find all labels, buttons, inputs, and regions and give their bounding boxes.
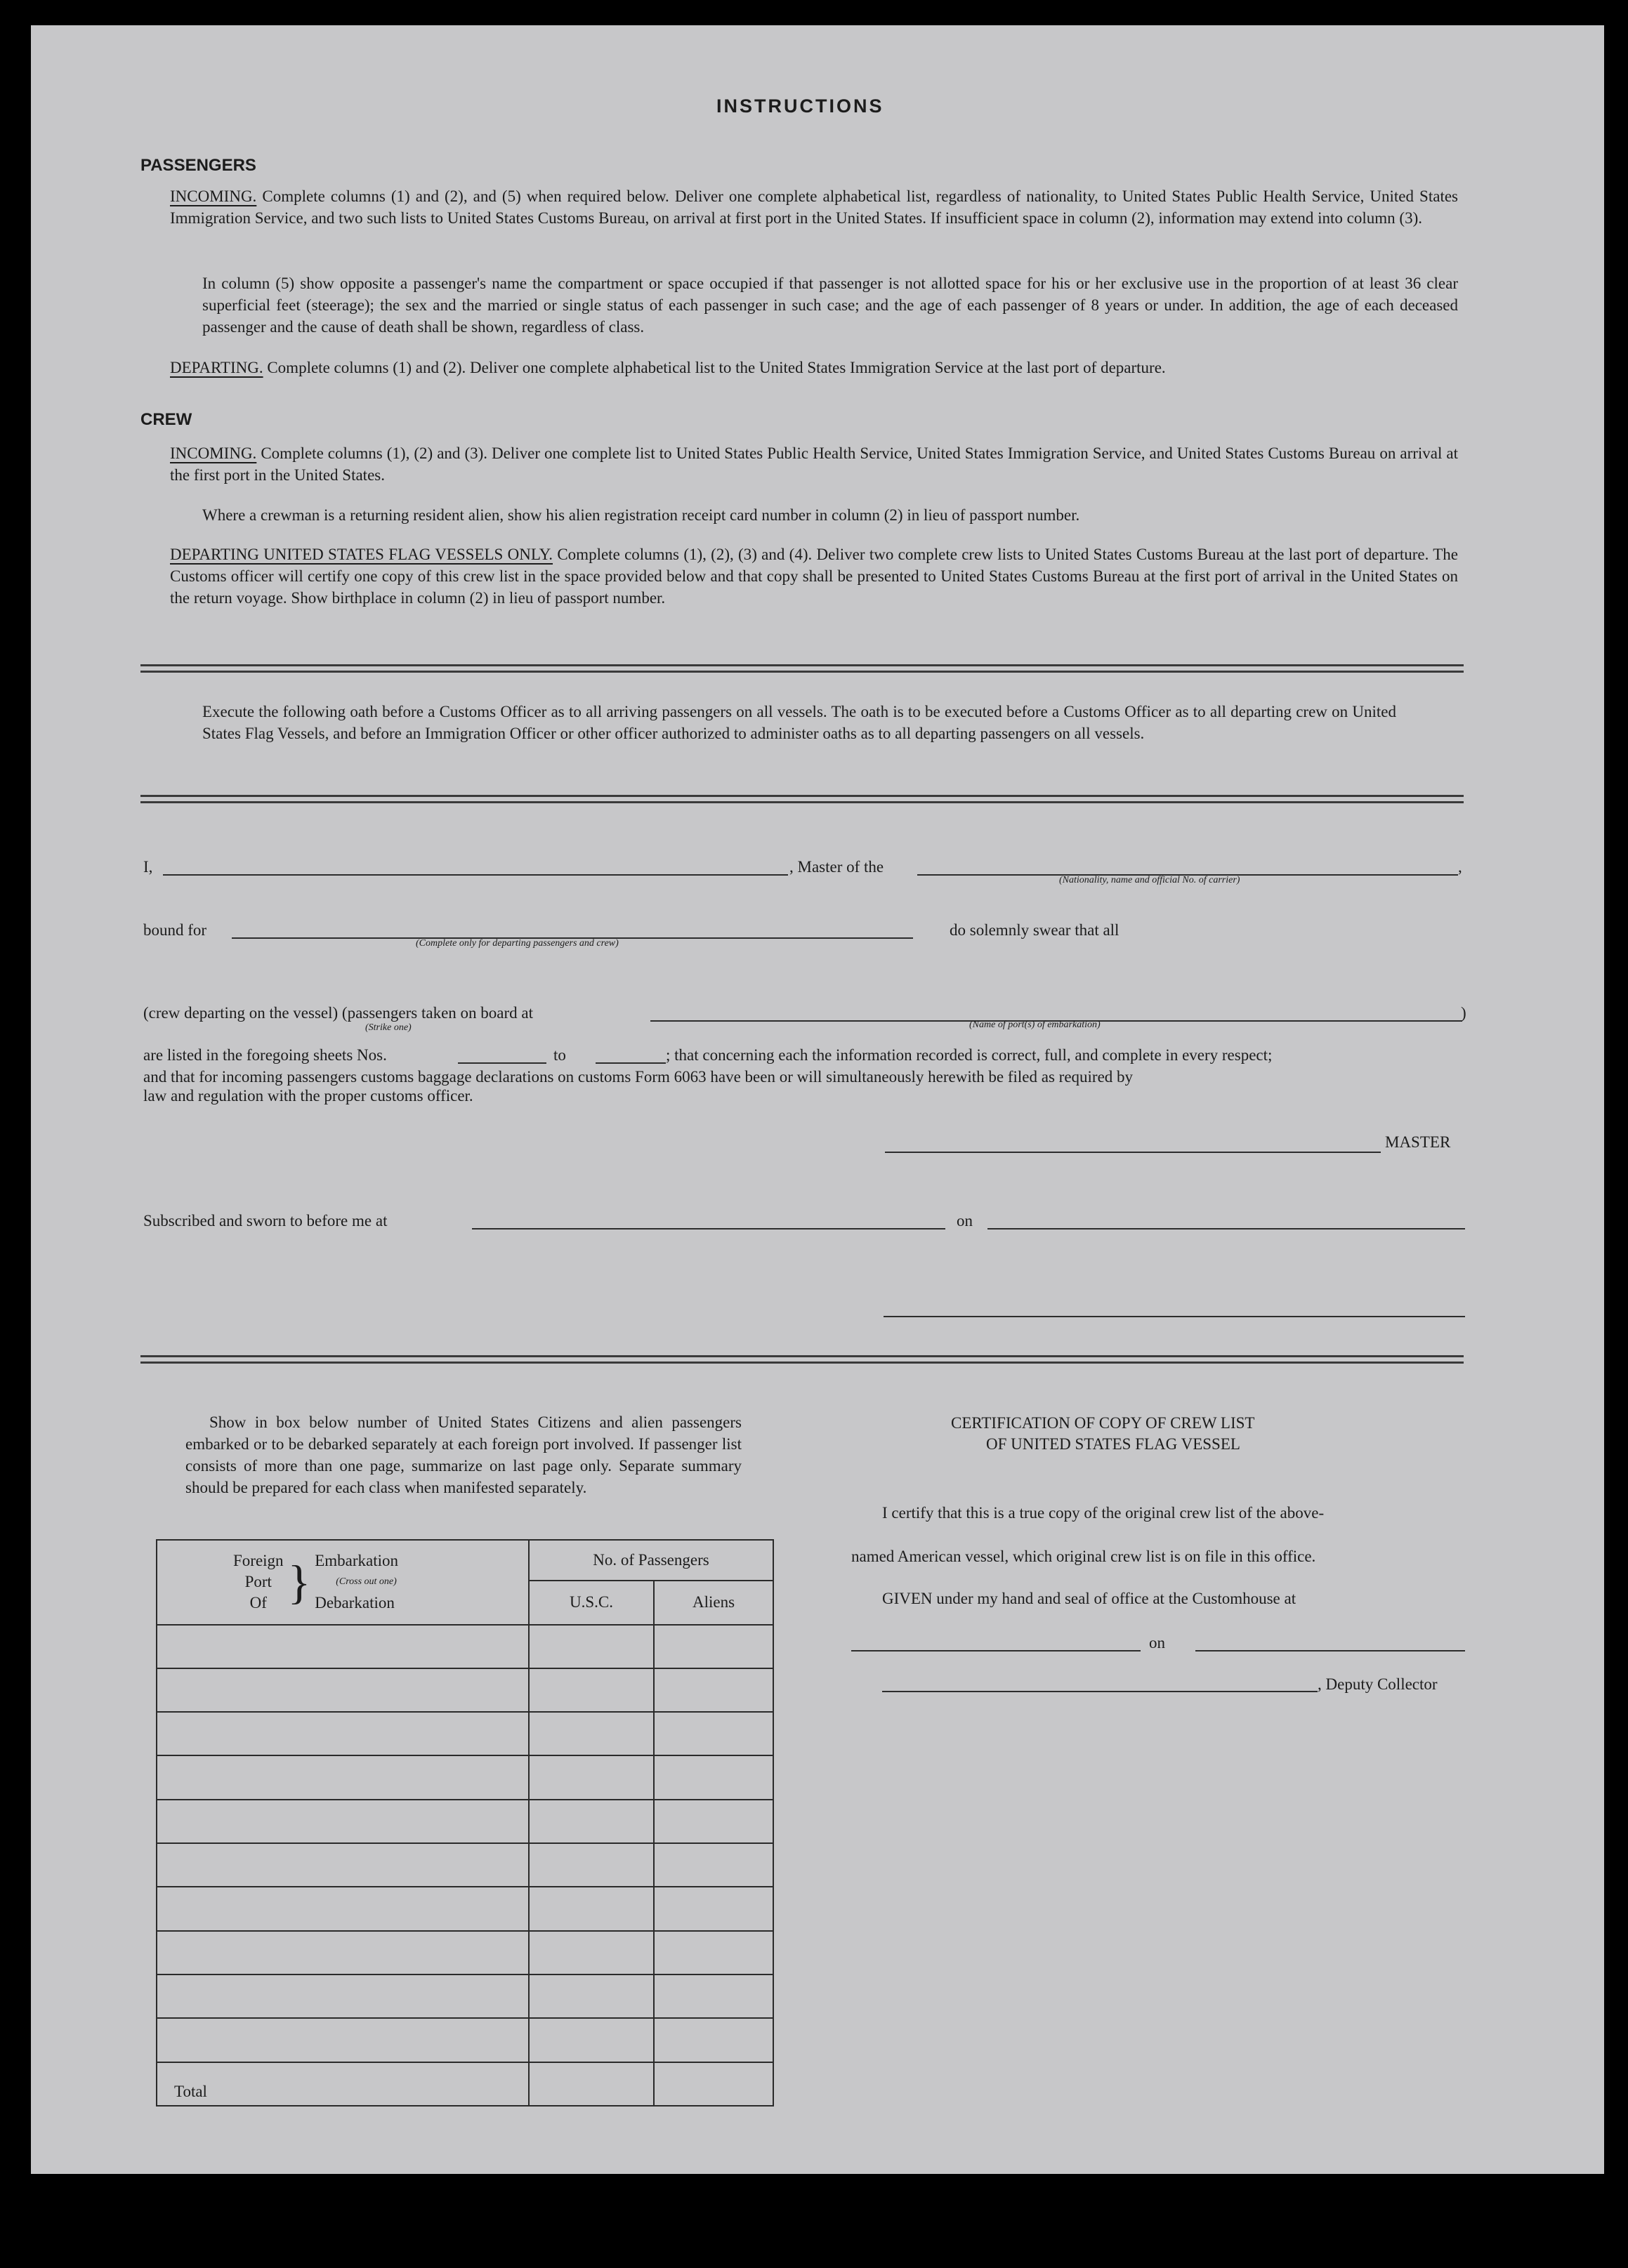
listed-text-a: are listed in the foregoing sheets Nos. (143, 1046, 387, 1064)
certification-on-label: on (1149, 1634, 1165, 1651)
aliens-cell[interactable] (654, 1800, 773, 1843)
section-divider (140, 1355, 1464, 1364)
aliens-cell[interactable] (654, 1712, 773, 1755)
port-cell[interactable] (157, 1843, 529, 1887)
listed-text-d: law and regulation with the proper customs officer. (143, 1087, 473, 1105)
port-label: Port (244, 1573, 272, 1591)
passengers-departing-paragraph (170, 357, 1462, 378)
port-cell[interactable] (157, 1755, 529, 1799)
passenger-summary-table (156, 1539, 774, 2107)
master-name-field[interactable] (163, 874, 788, 876)
officer-signature-field[interactable] (884, 1316, 1465, 1317)
usc-cell[interactable] (529, 1843, 654, 1887)
sheet-from-field[interactable] (458, 1062, 546, 1064)
aliens-cell[interactable] (654, 2018, 773, 2062)
usc-cell[interactable] (529, 1931, 654, 1974)
passengers-departing-text: Complete columns (1) and (2). Deliver one complete alphabetical list to the United States Immigration Service at the last port of departure. (267, 359, 1166, 376)
deputy-signature-field[interactable] (882, 1691, 1318, 1692)
aliens-header: Aliens (654, 1581, 773, 1624)
aliens-cell[interactable] (654, 1755, 773, 1799)
aliens-cell[interactable] (654, 1668, 773, 1712)
of-label: Of (249, 1594, 267, 1612)
sworn-date-field[interactable] (987, 1228, 1465, 1229)
listed-to: to (553, 1046, 566, 1064)
total-label: Total (174, 2083, 207, 2100)
aliens-total-cell[interactable] (654, 2062, 773, 2106)
usc-cell[interactable] (529, 1887, 654, 1930)
listed-text-b: ; that concerning each the information recorded is correct, full, and complete in every respect; (666, 1046, 1273, 1064)
crew-departing-text: Complete columns (1), (2), (3) and (4). Deliver two complete crew lists to United States Customs Bureau at the last port of departure. The Customs officer will certify one copy of this crew list in the space provided below and that copy shall be presented to United States Customs Bureau at the first port of arrival in the United States on the return voyage. Show birthplace in column (2) in lieu of passport number. (170, 546, 1459, 607)
oath-instructions: Execute the following oath before a Customs Officer as to all arriving passengers on all vessels. The oath is to be executed before a Customs Officer as to all departing crew on United States Flag Vessels, and before an Immigration Officer or other officer authorized to administer oaths as to all departing passengers on all vessels. (202, 703, 1396, 742)
certification-text-1: I certify that this is a true copy of the original crew list of the above- (882, 1504, 1325, 1522)
port-cell[interactable] (157, 1974, 529, 2018)
embarkation-note: (Name of port(s) of embarkation) (969, 1020, 1101, 1030)
certification-date-field[interactable] (1195, 1650, 1465, 1651)
usc-header: U.S.C. (529, 1581, 654, 1624)
passengers-incoming-paragraph (170, 185, 1458, 229)
usc-cell[interactable] (529, 1712, 654, 1755)
listed-text-c: and that for incoming passengers customs baggage declarations on customs Form 6063 have been or will simultaneously herewith be filed as required by (143, 1068, 1134, 1086)
swear-text: do solemnly swear that all (950, 921, 1120, 939)
usc-cell[interactable] (529, 2018, 654, 2062)
carrier-note: (Nationality, name and official No. of carrier) (1059, 875, 1240, 885)
usc-cell[interactable] (529, 1625, 654, 1668)
embarkation-label: Embarkation (315, 1552, 398, 1570)
deputy-collector-label: , Deputy Collector (1318, 1675, 1438, 1693)
port-cell[interactable] (157, 1668, 529, 1712)
crew-incoming-text: Complete columns (1), (2) and (3). Deliver one complete list to United States Public Health Service, United States Immigration Service, and United States Customs Bureau on arrival at the first port in the United States. (170, 444, 1458, 484)
usc-cell[interactable] (529, 1800, 654, 1843)
master-label: MASTER (1385, 1133, 1451, 1151)
passengers-incoming-text: Complete columns (1) and (2), and (5) when required below. Deliver one complete alphabetical list, regardless of nationality, to United States Public Health Service, United States Immigration Service, and two such lists to United States Customs Bureau, on arrival at first port in the United States. If insufficient space in column (2), information may extend into column (3). (170, 187, 1458, 227)
sheet-to-field[interactable] (596, 1062, 666, 1064)
total-label-cell (157, 2062, 529, 2106)
crew-departing-label: DEPARTING UNITED STATES FLAG VESSELS ONLY. (170, 546, 553, 563)
usc-cell[interactable] (529, 1974, 654, 2018)
page-title: INSTRUCTIONS (716, 95, 884, 117)
crew-resident-text: Where a crewman is a returning resident alien, show his alien registration receipt card number in column (2) in lieu of passport number. (202, 506, 1080, 524)
certification-text-3: GIVEN under my hand and seal of office at the Customhouse at (882, 1590, 1297, 1607)
passengers-heading: PASSENGERS (140, 156, 256, 175)
crew-incoming-paragraph (170, 442, 1458, 486)
cross-out-note: (Cross out one) (336, 1576, 397, 1588)
foreign-label: Foreign (233, 1552, 284, 1570)
passengers-column5-text: In column (5) show opposite a passenger's name the compartment or space occupied if that passenger is not allotted space for his or her exclusive use in the proportion of at least 36 clear superficial feet (steerage); the sex and the married or single status of each passenger in such case; and the age of each passenger of 8 years or under. In addition, the age of each deceased passenger and the cause of death shall be shown, regardless of class. (202, 275, 1458, 336)
usc-cell[interactable] (529, 1668, 654, 1712)
section-divider (140, 795, 1464, 803)
port-header-cell (157, 1540, 529, 1625)
certification-heading-2: OF UNITED STATES FLAG VESSEL (986, 1435, 1240, 1453)
master-of-label: , Master of the (789, 858, 884, 876)
port-cell[interactable] (157, 2018, 529, 2062)
no-passengers-header: No. of Passengers (529, 1540, 773, 1581)
sworn-place-field[interactable] (472, 1228, 945, 1229)
aliens-cell[interactable] (654, 1931, 773, 1974)
port-cell[interactable] (157, 1800, 529, 1843)
crew-departing-paragraph (170, 543, 1458, 609)
usc-total-cell[interactable] (529, 2062, 654, 2106)
aliens-cell[interactable] (654, 1974, 773, 2018)
master-signature-field[interactable] (885, 1152, 1381, 1153)
comma: , (1458, 858, 1462, 876)
oath-i-label: I, (143, 858, 153, 876)
crew-heading: CREW (140, 410, 192, 429)
certification-text-2: named American vessel, which original crew list is on file in this office. (851, 1548, 1316, 1565)
port-cell[interactable] (157, 1931, 529, 1974)
debarkation-label: Debarkation (315, 1594, 395, 1612)
crew-incoming-label: INCOMING. (170, 444, 257, 462)
brace-glyph: } (287, 1555, 311, 1609)
strike-note: (Strike one) (365, 1022, 412, 1033)
section-divider (140, 664, 1464, 673)
port-cell[interactable] (157, 1712, 529, 1755)
aliens-cell[interactable] (654, 1843, 773, 1887)
crew-passengers-text: (crew departing on the vessel) (passengers taken on board at (143, 1004, 533, 1022)
passengers-incoming-label: INCOMING. (170, 187, 257, 205)
customhouse-field[interactable] (851, 1650, 1141, 1651)
usc-cell[interactable] (529, 1755, 654, 1799)
passengers-departing-label: DEPARTING. (170, 359, 263, 376)
port-cell[interactable] (157, 1887, 529, 1930)
bound-for-label: bound for (143, 921, 207, 939)
sworn-on-label: on (957, 1212, 973, 1229)
summary-instructions: Show in box below number of United States Citizens and alien passengers embarked or to be debarked separately at each foreign port involved. If passenger list consists of more than one page, summarize on last page only. Separate summary should be prepared for each class when manifested separately. (185, 1413, 742, 1496)
aliens-cell[interactable] (654, 1887, 773, 1930)
port-cell[interactable] (157, 1625, 529, 1668)
close-paren: ) (1461, 1004, 1466, 1022)
bound-for-note: (Complete only for departing passengers and crew) (416, 938, 619, 949)
aliens-cell[interactable] (654, 1625, 773, 1668)
subscribed-text: Subscribed and sworn to before me at (143, 1212, 388, 1229)
certification-heading-1: CERTIFICATION OF COPY OF CREW LIST (951, 1414, 1255, 1432)
